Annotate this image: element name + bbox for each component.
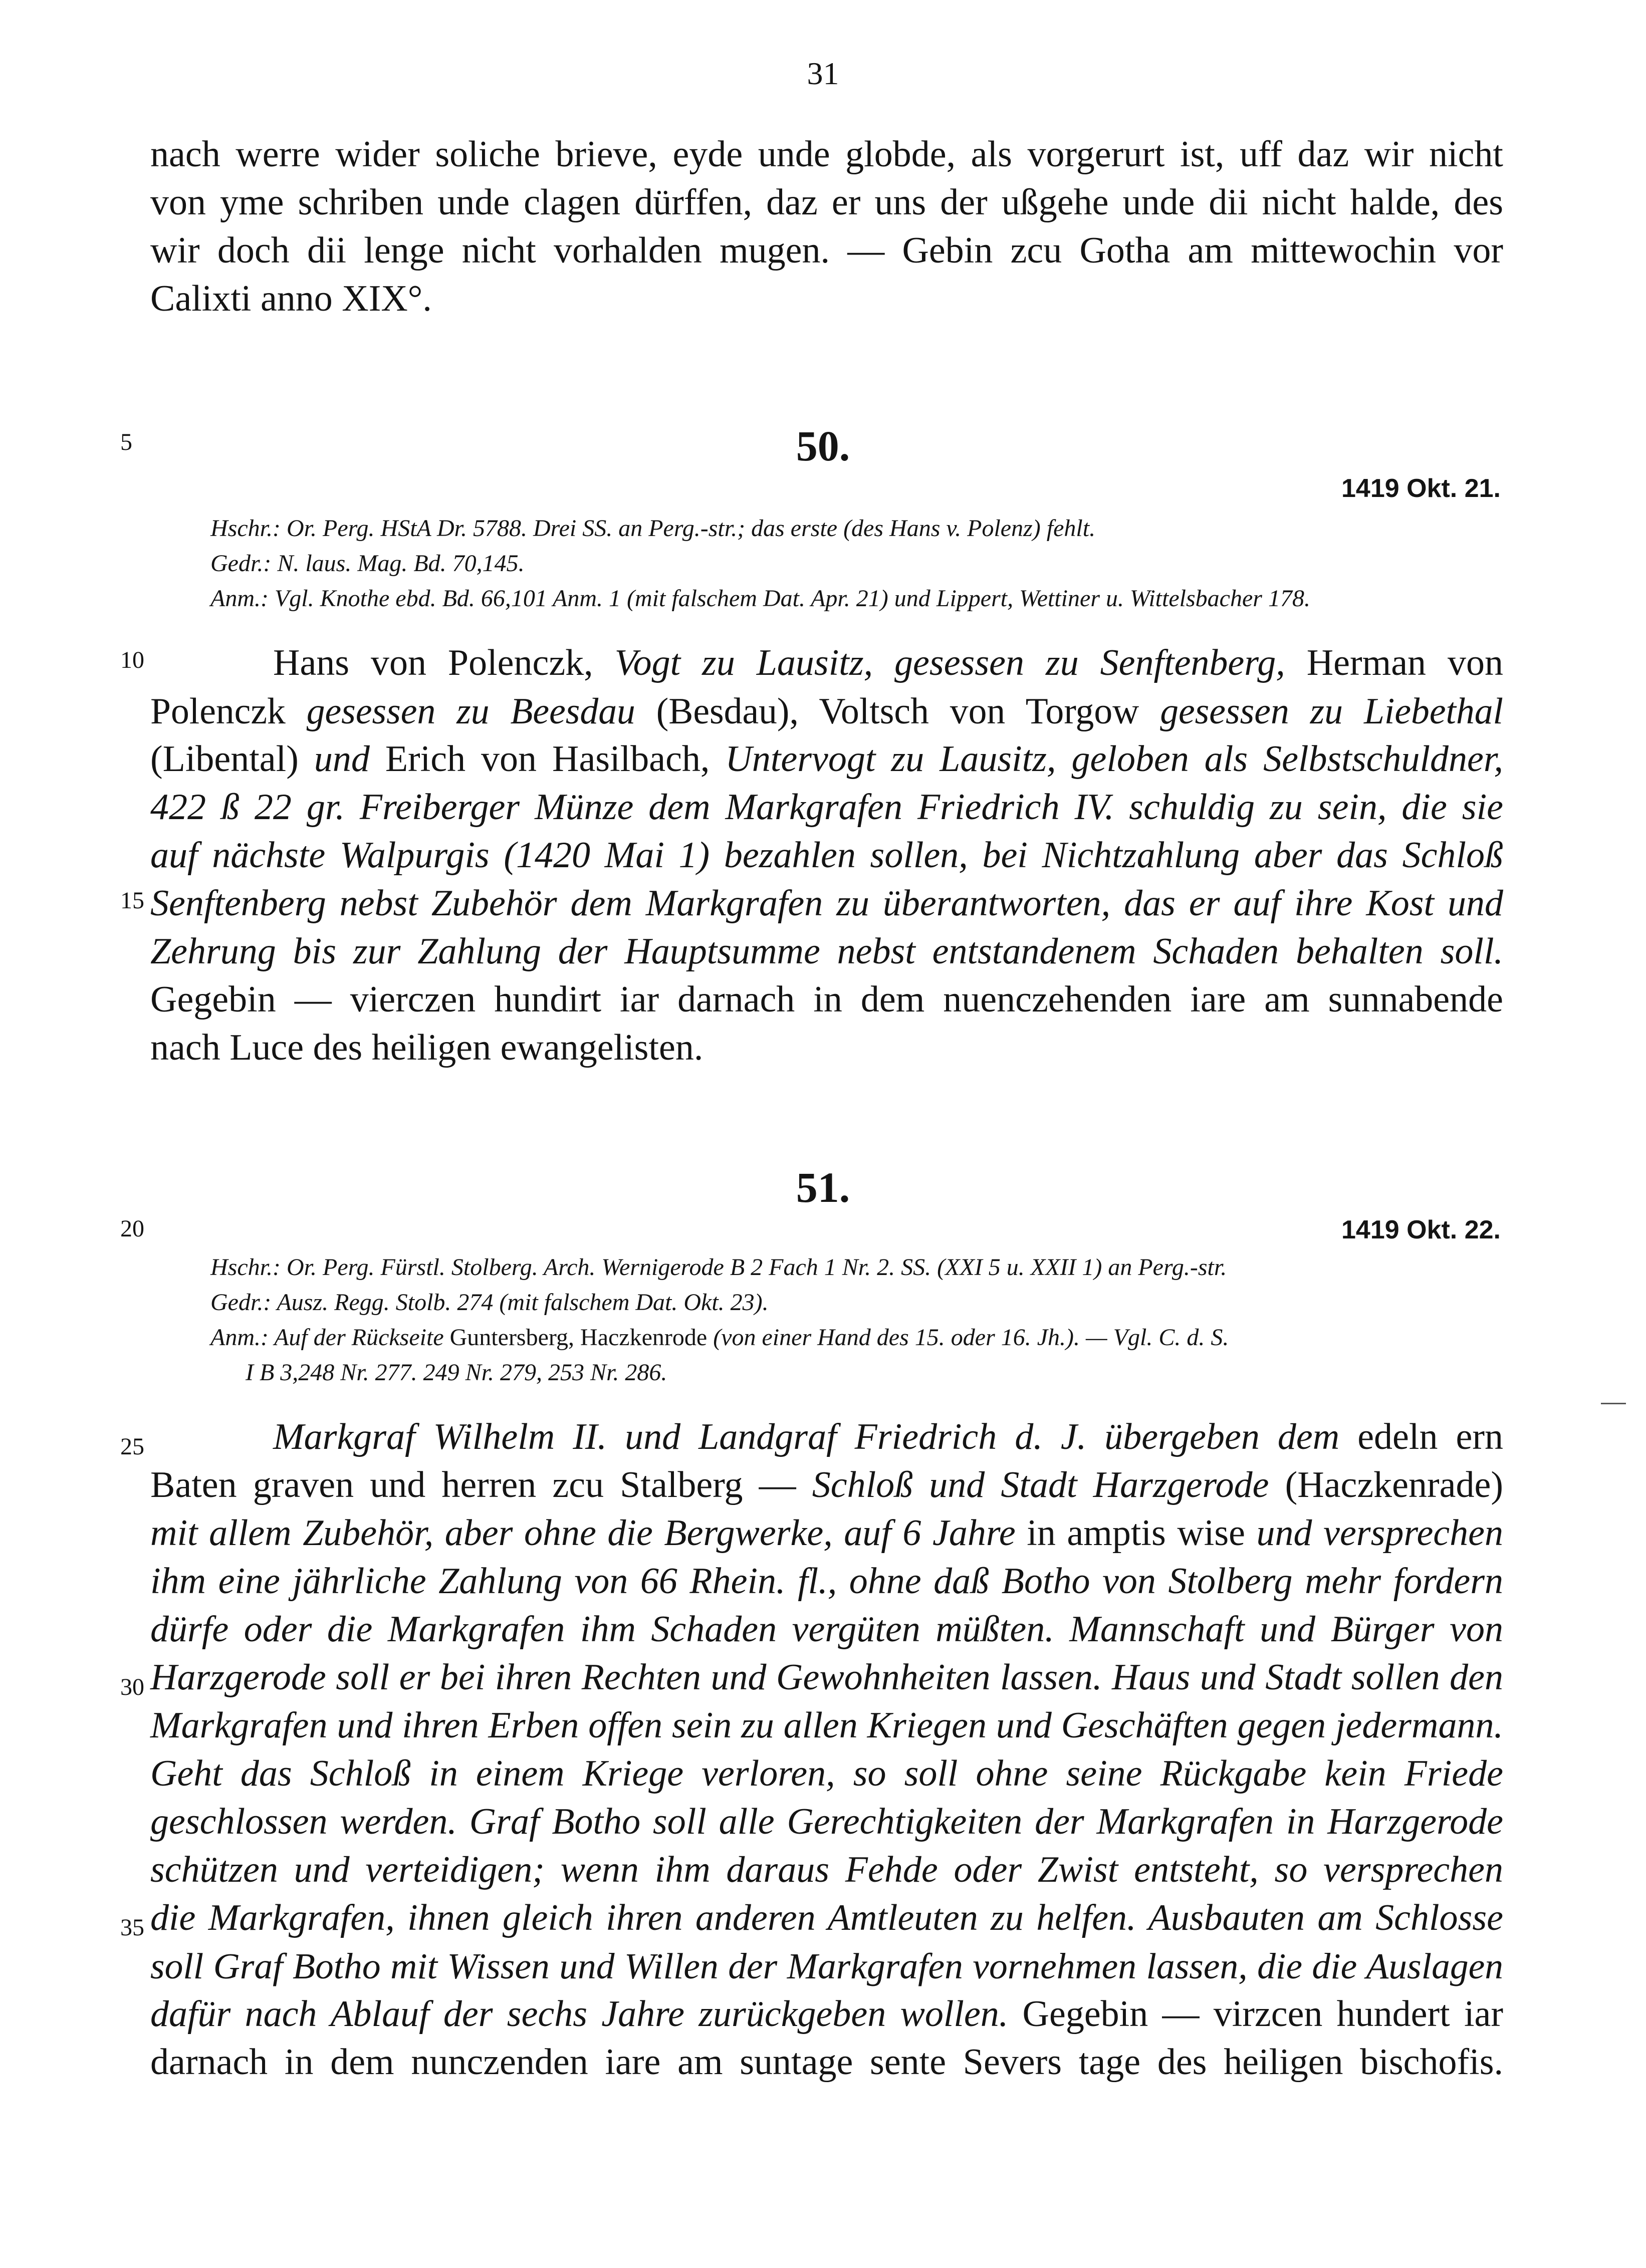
line-number: 5 xyxy=(120,429,132,455)
text-span: (Libental) xyxy=(150,738,314,780)
text-line xyxy=(150,879,1503,927)
apparatus-line xyxy=(210,1320,1503,1355)
text-span: Markgrafen und ihren Erben offen sein zu allen Kriegen und Geschäften gegen jedermann. xyxy=(150,1705,1503,1746)
apparatus-line: Hschr.: Or. Perg. Fürstl. Stolberg. Arch. Wernigerode B 2 Fach 1 Nr. 2. SS. (XXI 5 u. XXII 1) an Perg.-str. xyxy=(210,1254,1227,1281)
text-line xyxy=(150,1461,1503,1509)
text-span: auf nächste Walpurgis (1420 Mai 1) bezahlen sollen, bei Nichtzahlung aber das Schloß xyxy=(150,835,1503,876)
text-span: Herman von xyxy=(1285,642,1503,683)
text-line: nach Luce des heiligen ewangelisten. xyxy=(150,1027,703,1068)
apparatus-line: Anm.: Vgl. Knothe ebd. Bd. 66,101 Anm. 1 (mit falschem Dat. Apr. 21) und Lippert, Wettiner u. Wittelsbacher 178. xyxy=(210,585,1310,612)
regest-paragraph xyxy=(150,639,1503,1072)
text-span: geschlossen werden. Graf Botho soll alle Gerechtigkeiten der Markgrafen in Harzgerode xyxy=(150,1801,1503,1842)
text-line: nach werre wider soliche brieve, eyde unde globde, als vorgerurt ist, uff daz wir nicht xyxy=(150,134,1503,175)
page-number: 31 xyxy=(807,56,839,91)
text-span: 422 ß 22 gr. Freiberger Münze dem Markgrafen Friedrich IV. schuldig zu sein, die sie xyxy=(150,787,1503,828)
line-number: 30 xyxy=(120,1674,144,1700)
text-span: Untervogt zu Lausitz, geloben als Selbstschuldner, xyxy=(725,738,1503,780)
text-span: Polenczk xyxy=(150,690,307,731)
document-number: 51. xyxy=(796,1163,850,1211)
text-span: (Besdau), Voltsch von Torgow xyxy=(635,690,1160,731)
text-span: Hans von Polenczk, xyxy=(273,642,615,683)
text-line xyxy=(150,1798,1503,1846)
text-line: von yme schriben unde clagen dürffen, daz er uns der ußgehe unde dii nicht halde, des xyxy=(150,182,1503,223)
line-number: 10 xyxy=(120,647,144,673)
text-line xyxy=(150,1413,1503,1461)
line-number: 20 xyxy=(120,1215,144,1242)
apparatus-line: Hschr.: Or. Perg. HStA Dr. 5788. Drei SS. an Perg.-str.; das erste (des Hans v. Polenz) fehlt. xyxy=(210,515,1096,542)
text-span: und xyxy=(314,738,370,780)
text-line xyxy=(150,831,1503,879)
text-line xyxy=(150,927,1503,975)
text-line xyxy=(150,735,1503,783)
line-number: 25 xyxy=(120,1433,144,1460)
text-span: Markgraf Wilhelm II. und Landgraf Friedrich d. J. übergeben dem xyxy=(273,1416,1340,1457)
text-line: Calixti anno XIX°. xyxy=(150,278,432,319)
text-span: Erich von Hasilbach, xyxy=(369,738,726,780)
text-span: Vogt zu Lausitz, gesessen zu Senftenberg, xyxy=(614,642,1285,683)
apparatus-line: Gedr.: N. laus. Mag. Bd. 70,145. xyxy=(210,550,525,577)
text-span: und versprechen xyxy=(1256,1513,1503,1554)
text-span: Anm.: Auf der Rückseite xyxy=(210,1324,450,1351)
text-span: Schloß und Stadt Harzgerode xyxy=(812,1464,1269,1505)
text-line xyxy=(150,639,1503,687)
text-span: die Markgrafen, ihnen gleich ihren anderen Amtleuten zu helfen. Ausbauten am Schlosse xyxy=(150,1897,1503,1938)
text-span: ihm eine jährliche Zahlung von 66 Rhein. fl., ohne daß Botho von Stolberg mehr fordern xyxy=(150,1561,1503,1602)
text-span: soll Graf Botho mit Wissen und Willen der Markgrafen vornehmen lassen, die die Auslagen xyxy=(150,1945,1503,1986)
critical-apparatus xyxy=(210,1250,1503,1390)
regest-paragraph xyxy=(150,1413,1503,2086)
text-span: Baten graven und herren zcu Stalberg — xyxy=(150,1464,812,1505)
text-line: darnach in dem nunczenden iare am suntage sente Severs tage des heiligen bischofis. xyxy=(150,2042,1503,2083)
text-line xyxy=(150,1846,1503,1894)
text-span: Harzgerode soll er bei ihren Rechten und Gewohnheiten lassen. Haus und Stadt sollen den xyxy=(150,1657,1503,1698)
text-span: in amptis wise xyxy=(1015,1513,1257,1554)
text-span: Guntersberg, Haczkenrode xyxy=(449,1324,708,1351)
text-line xyxy=(150,687,1503,735)
text-line xyxy=(150,1990,1503,2038)
text-line xyxy=(150,1942,1503,1990)
text-span: gesessen zu Liebethal xyxy=(1160,690,1503,731)
text-line xyxy=(150,1894,1503,1942)
text-span: mit allem Zubehör, aber ohne die Bergwerke, auf 6 Jahre xyxy=(150,1513,1016,1554)
text-line xyxy=(150,1653,1503,1701)
text-line: Gegebin — vierczen hundirt iar darnach in dem nuenczehenden iare am sunnabende xyxy=(150,979,1503,1020)
text-line xyxy=(150,1509,1503,1557)
text-span: Geht das Schloß in einem Kriege verloren, so soll ohne seine Rückgabe kein Friede xyxy=(150,1753,1503,1794)
text-span: dafür nach Ablauf der sechs Jahre zurückgeben wollen. xyxy=(150,1993,1009,2035)
scan-mark xyxy=(1601,1403,1626,1404)
text-span: edeln ern xyxy=(1339,1416,1503,1457)
intro-paragraph xyxy=(150,130,1503,323)
document-date: 1419 Okt. 22. xyxy=(1341,1215,1501,1244)
text-span: (Haczkenrade) xyxy=(1269,1464,1503,1505)
text-span: (von einer Hand des 15. oder 16. Jh.). — Vgl. C. d. S. xyxy=(707,1324,1229,1351)
line-number: 35 xyxy=(120,1914,144,1941)
document-number: 50. xyxy=(796,422,850,470)
text-span: dürfe oder die Markgrafen ihm Schaden vergüten müßten. Mannschaft und Bürger von xyxy=(150,1609,1503,1650)
apparatus-line: I B 3,248 Nr. 277. 249 Nr. 279, 253 Nr. 286. xyxy=(246,1359,667,1386)
text-line: wir doch dii lenge nicht vorhalden mugen. — Gebin zcu Gotha am mittewochin vor xyxy=(150,230,1503,271)
text-line xyxy=(150,1605,1503,1653)
text-span: Senftenberg nebst Zubehör dem Markgrafen zu überantworten, das er auf ihre Kost und xyxy=(150,883,1503,924)
text-line xyxy=(150,1749,1503,1798)
text-span: Gegebin — virzcen hundert iar xyxy=(1008,1993,1503,2035)
text-span: Zehrung bis zur Zahlung der Hauptsumme nebst entstandenem Schaden behalten soll. xyxy=(150,931,1503,972)
text-span: gesessen zu Beesdau xyxy=(306,690,635,731)
critical-apparatus xyxy=(210,511,1503,616)
text-line xyxy=(150,783,1503,831)
document-date: 1419 Okt. 21. xyxy=(1341,474,1501,503)
text-line xyxy=(150,1701,1503,1749)
text-line xyxy=(150,1557,1503,1605)
line-number: 15 xyxy=(120,887,144,914)
text-span: schützen und verteidigen; wenn ihm daraus Fehde oder Zwist entsteht, so versprechen xyxy=(150,1849,1503,1890)
apparatus-line: Gedr.: Ausz. Regg. Stolb. 274 (mit falschem Dat. Okt. 23). xyxy=(210,1289,769,1316)
